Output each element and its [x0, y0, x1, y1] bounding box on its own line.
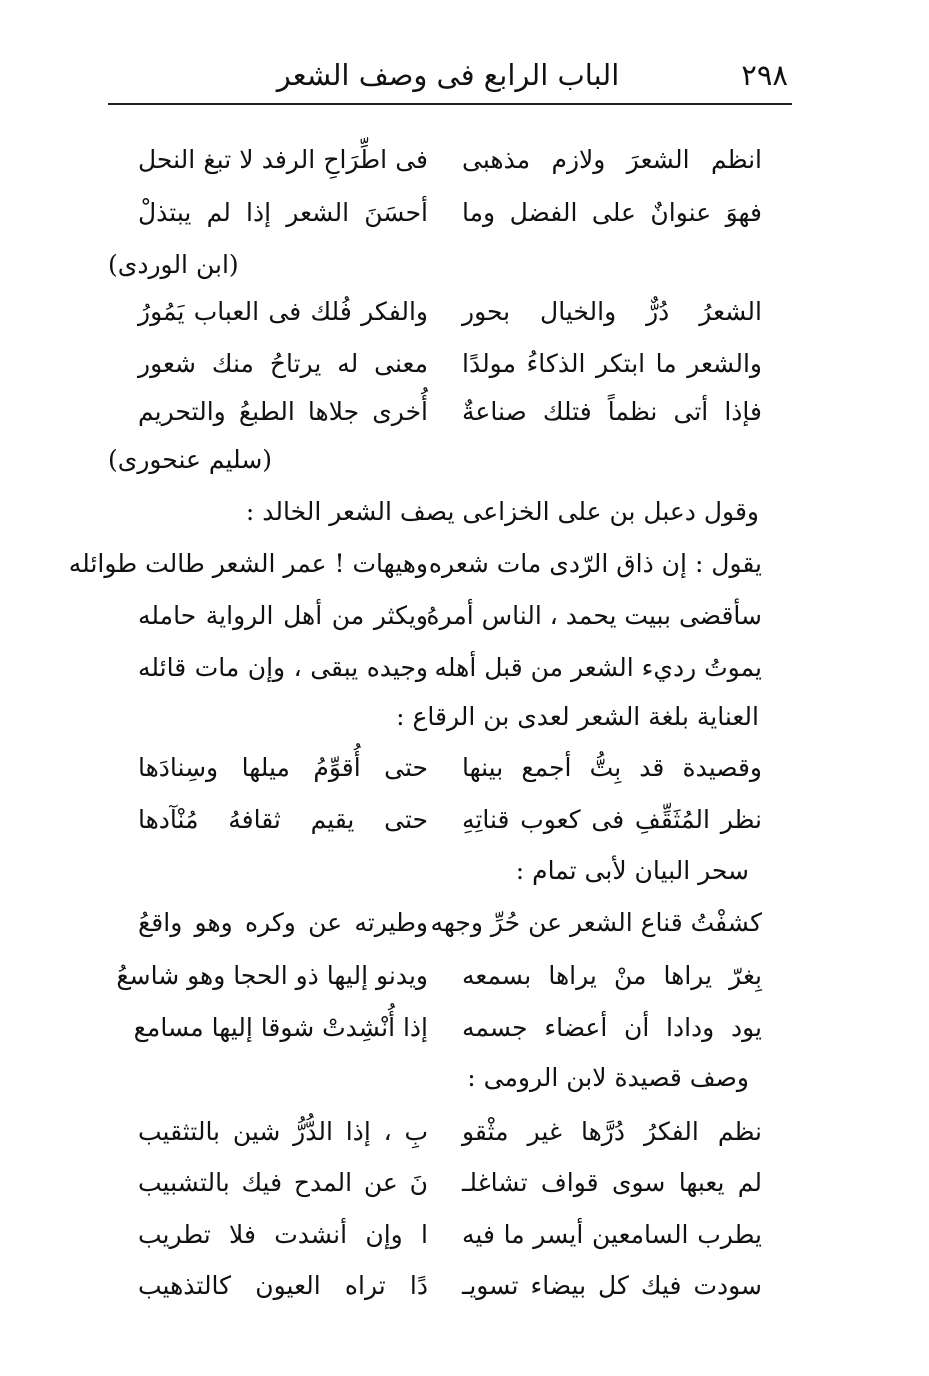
verse-17-second-hemistich: دًا تراه العيون كالتذهيب	[138, 1271, 428, 1300]
verse-2-second-hemistich: أحسَنَ الشعر إذا لم يبتذلْ	[138, 198, 428, 227]
verse-5-first-hemistich: فإذا أتى نظماً فتلك صناعةٌ	[462, 397, 762, 426]
verse-8-second-hemistich: وجيده يبقى ، وإن مات قائله	[138, 653, 428, 682]
header-rule	[108, 103, 792, 105]
verse-15-first-hemistich: لم يعبها سوى قواف تشاغلـ	[462, 1168, 762, 1197]
verse-6-first-hemistich: يقول : إن ذاق الرّدى مات شعره	[428, 549, 762, 578]
intro-dibil: وقول دعبل بن على الخزاعى يصف الشعر الخالد :	[245, 497, 759, 526]
intro-adi-ibn-al-riqa: العناية بلغة الشعر لعدى بن الرقاع :	[396, 702, 759, 731]
verse-9-first-hemistich: وقصيدة قد بِتُّ أجمع بينها	[462, 753, 762, 782]
verse-9-second-hemistich: حتى أُقوِّمُ ميلها وسِنادَها	[138, 753, 428, 782]
verse-4-second-hemistich: معنى له يرتاحُ منك شعور	[138, 349, 428, 378]
verse-6-second-hemistich: وهيهات ! عمر الشعر طالت طوائله	[68, 549, 428, 578]
verse-1-second-hemistich: فى اطِّرَاحِ الرفد لا تبغ النحل	[138, 145, 428, 174]
verse-7-first-hemistich: سأقضى ببيت يحمد ، الناس أمرهُ	[426, 601, 762, 630]
verse-1-first-hemistich: انظم الشعرَ ولازم مذهبى	[462, 145, 762, 174]
running-title: الباب الرابع فى وصف الشعر	[276, 58, 620, 92]
verse-3-second-hemistich: والفكر فُلك فى العباب يَمُورُ	[138, 297, 428, 326]
verse-12-second-hemistich: ويدنو إليها ذو الحجا وهو شاسعُ	[116, 961, 428, 990]
verse-4-first-hemistich: والشعر ما ابتكر الذكاءُ مولدًا	[462, 349, 762, 378]
verse-15-second-hemistich: نَ عن المدح فيك بالتشبيب	[138, 1168, 428, 1197]
verse-3-first-hemistich: الشعرُ دُرٌّ والخيال بحور	[462, 297, 762, 326]
verse-13-first-hemistich: يود ودادا أن أعضاء جسمه	[462, 1013, 762, 1042]
verse-11-second-hemistich: وطيرته عن وكره وهو واقعُ	[138, 908, 428, 937]
verse-10-second-hemistich: حتى يقيم ثقافهُ مُنْآدها	[138, 805, 428, 834]
verse-7-second-hemistich: ويكثر من أهل الرواية حامله	[138, 601, 428, 630]
page-header	[108, 50, 788, 100]
verse-13-second-hemistich: إذا أُنْشِدتْ شوقا إليها مسامع	[133, 1013, 428, 1042]
verse-10-first-hemistich: نظر المُثَقِّفِ فى كعوب قناتِهِ	[462, 805, 762, 834]
intro-abu-tammam: سحر البيان لأبى تمام :	[515, 856, 749, 885]
verse-2-first-hemistich: فهوَ عنوانٌ على الفضل وما	[462, 198, 762, 227]
verse-11-first-hemistich: كشفْتُ قناع الشعر عن حُرِّ وجهه	[430, 908, 762, 937]
verse-5-second-hemistich: أُخرى جلاها الطبعُ والتحريم	[138, 397, 428, 426]
page-number: ٢٩٨	[741, 58, 788, 92]
verse-14-first-hemistich: نظم الفكرُ دُرَّها غير مثْقو	[462, 1117, 762, 1146]
verse-17-first-hemistich: سودت فيك كل بيضاء تسويـ	[462, 1271, 762, 1300]
verse-12-first-hemistich: بِغرّ يراها منْ يراها بسمعه	[462, 961, 762, 990]
attribution-ibn-al-wardi: (ابن الوردى)	[108, 250, 239, 279]
intro-ibn-al-rumi: وصف قصيدة لابن الرومى :	[467, 1063, 749, 1092]
verse-16-second-hemistich: ا وإن أنشدت فلا تطريب	[138, 1220, 428, 1249]
verse-16-first-hemistich: يطرب السامعين أيسر ما فيه	[462, 1220, 762, 1249]
verse-14-second-hemistich: بِ ، إذا الدُّرُّ شين بالتثقيب	[138, 1117, 428, 1146]
verse-8-first-hemistich: يموتُ رديء الشعر من قبل أهله	[434, 653, 762, 682]
attribution-salim-anhuri: (سليم عنحورى)	[108, 445, 273, 474]
